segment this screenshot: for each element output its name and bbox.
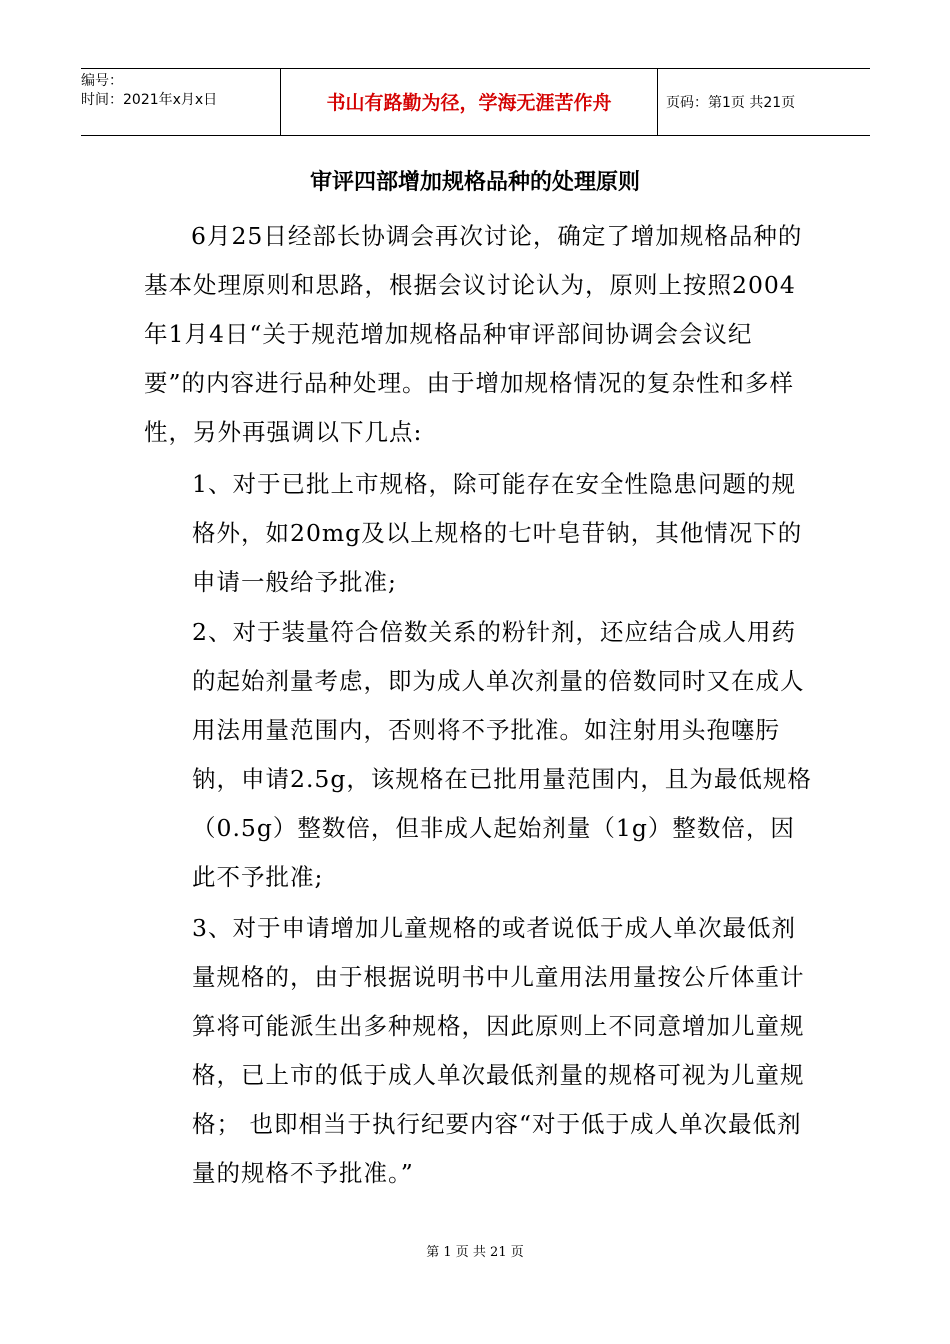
list-item: 2、对于装量符合倍数关系的粉针剂，还应结合成人用药的起始剂量考虑，即为成人单次剂量的倍数同时又在成人用法用量范围内，否则将不予批准。如注射用头孢噻肟钠，申请2.5g，该规格在已批用量范围内，且为最低规格（0.5g）整数倍，但非成人起始剂量（1g）整数倍，因此不予批准; xyxy=(192,618,812,891)
intro-paragraph: 6月25日经部长协调会再次讨论，确定了增加规格品种的基本处理原则和思路，根据会议讨论认为，原则上按照2004年1月4日“关于规范增加规格品种审评部间协调会会议纪要”的内容进行品种处理。由于增加规格情况的复杂性和多样性，另外再强调以下几点: xyxy=(144,222,803,446)
header-motto: 书山有路勤为径，学海无涯苦作舟 xyxy=(281,69,658,135)
document-time-label: 时间：2021年x月x日 xyxy=(81,92,218,108)
header-page-info: 页码：第1页 共21页 xyxy=(666,95,796,111)
list-item: 1、对于已批上市规格，除可能存在安全性隐患问题的规格外，如20mg及以上规格的七叶皂苷钠，其他情况下的申请一般给予批准; xyxy=(192,470,803,596)
header-meta-cell xyxy=(81,69,281,135)
document-title: 审评四部增加规格品种的处理原则 xyxy=(309,170,640,195)
document-number-label: 编号： xyxy=(81,73,123,89)
page-header xyxy=(81,68,870,136)
list-item: 3、对于申请增加儿童规格的或者说低于成人单次最低剂量规格的，由于根据说明书中儿童用法用量按公斤体重计算将可能派生出多种规格，因此原则上不同意增加儿童规格，已上市的低于成人单次最低剂量的规格可视为儿童规格； 也即相当于执行纪要内容“对于低于成人单次最低剂量的规格不予批准。” xyxy=(192,914,805,1187)
page-footer: 第 1 页 共 21 页 xyxy=(426,1245,524,1260)
